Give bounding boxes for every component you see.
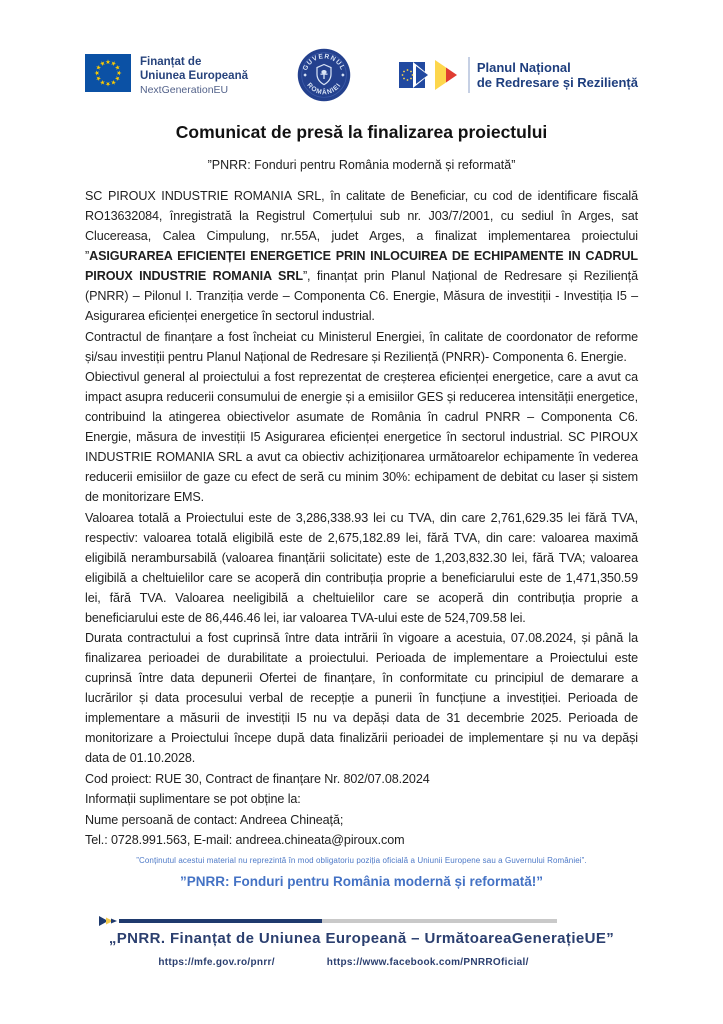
gov-seal-bottom-text: ROMÂNIEI [304, 81, 343, 97]
banner-slogan: „PNRR. Finanțat de Uniunea Europeană – UrmătoareaGenerațieUE” [108, 930, 615, 947]
pnrr-logo-line2: de Redresare și Reziliență [476, 75, 638, 90]
banner-links [0, 957, 705, 968]
line-contact-person: Nume persoană de contact: Andreea Chineață; [85, 812, 344, 827]
eu-logo-line2: Uniunea Europeană [140, 69, 248, 82]
paragraph-objective: Obiectivul general al proiectului a fost reprezentat de creșterea eficienței energetice, care a avut ca impact asupra reducerii consumului de energie și a emisiilor GES și reducerea intensității energetice, contribuind la atingerea obiectivelor asumate de România în cadrul PNRR – Componenta C6. Energie, măsura de investiții I5 Asigurarea eficienței energetice în sectorul industrial. SC PIROUX INDUSTRIE ROMANIA SRL a avut ca obiectiv achiziționarea următoarelor echipamente în vederea reducerii emisiilor de gaze cu efect de seră cu minim 30%: echipament de debitat cu laser și sistem de monitorizare EMS. [85, 370, 638, 504]
paragraph-beneficiary-pre: SC PIROUX INDUSTRIE ROMANIA SRL, în calitate de Beneficiar, cu cod de identificare fiscală RO13632084, înregistrată la Registrul Comerțului sub nr. J03/7/2001, cu sediul în Arges, sat Clucereasa, Calea Cimpulung, nr.55A, judet Arges, a finalizat implementarea proiectului ” [85, 189, 638, 263]
banner-bar-gray [322, 919, 557, 923]
paragraph-duration: Durata contractului a fost cuprinsă între data intrării în vigoare a acestuia, 07.08.2024, și până la finalizarea perioadei de durabilitate a proiectului. Perioada de implementare a Proiectului este cuprinsă între data depunerii Ofertei de finanțare, în conformitate cu principiul de demarare a lucrărilor și data procesului verbal de recepție a punerii în funcțiune a investiției. Perioada de implementare a măsurii de investiții I5 nu va depăși data de 31 decembrie 2025. Perioada de monitorizare a Proiectului începe după data finalizării perioadei de implementare și nu va depăși data de 01.10.2028. [85, 631, 638, 765]
project-name-bold: ASIGURAREA EFICIENȚEI ENERGETICE PRIN INLOCUIREA DE ECHIPAMENTE IN CADRUL PIROUX INDUSTRIE ROMANIA SRL [85, 249, 638, 283]
pnrr-logo-icon [399, 53, 461, 97]
page-title: Comunicat de presă la finalizarea proiectului [175, 122, 548, 142]
banner-bar-navy [119, 919, 322, 924]
paragraph-value: Valoarea totală a Proiectului este de 3,286,338.93 lei cu TVA, din care 2,761,629.35 lei fără TVA, respectiv: valoarea totală eligibilă este de 2,675,182.89 lei, fără TVA, din care: valoarea maximă eligibilă nerambursabilă (valoarea finanțării solicitate) este de 1,203,832.30 lei, fără TVA; valoarea eligibilă a cheltuielilor care se acoperă din contribuția proprie a beneficiarului este de 1,471,350.59 lei, fără TVA. Valoarea neeligibilă a cheltuielilor care se acoperă din contribuția proprie a beneficiarului este de 86,446.46 lei, iar valoarea TVA-ului este de 524,709.58 lei. [85, 510, 638, 625]
eu-flag-icon [85, 54, 131, 92]
pnrr-logo-line1: Planul Național [476, 59, 571, 75]
link-facebook-pnrr[interactable]: https://www.facebook.com/PNRROficial/ [326, 957, 529, 968]
eu-logo-line3: NextGenerationEU [140, 83, 229, 96]
banner-arrow-icon [99, 915, 119, 927]
paragraph-contract: Contractul de finanțare a fost încheiat cu Ministerul Energiei, în calitate de coordonator de reforme și/sau investiții pentru Planul Național de Redresare și Reziliență (PNRR)- Componenta 6. Energie. [85, 329, 638, 364]
link-mfe-pnrr[interactable]: https://mfe.gov.ro/pnrr/ [158, 957, 275, 968]
eu-logo-line1: Finanțat de [140, 55, 202, 68]
gov-seal-top-text: GUVERNUL [301, 53, 346, 72]
paragraph-beneficiary [85, 186, 638, 326]
paragraph-beneficiary-post: ”, finanțat prin Planul Național de Redresare și Reziliență (PNRR) – Pilonul I. Tranziția verde – Componenta C6. Energie, Măsura de investiții - Investiția I5 – Asigurarea eficienței energetice în sectorul industrial. [85, 269, 638, 323]
eu-funding-logo [85, 54, 248, 97]
gov-romania-seal-icon [296, 47, 352, 103]
footer-disclaimer: ”Conținutul acestui material nu reprezintă în mod obligatoriu poziția oficială a Uniunii Europene sau a Guvernului României”. [136, 856, 587, 865]
pnrr-logo-text [477, 60, 638, 91]
line-project-code: Cod proiect: RUE 30, Contract de finanțare Nr. 802/07.08.2024 [85, 771, 430, 786]
line-phone-email: Tel.: 0728.991.563, E-mail: andreea.chineata@piroux.com [85, 833, 405, 847]
eu-logo-text [140, 54, 248, 97]
footer-slogan: ”PNRR: Fonduri pentru România modernă și reformată!” [179, 874, 544, 889]
line-more-info: Informații suplimentare se pot obține la: [85, 792, 301, 806]
banner-divider-bar [99, 915, 557, 927]
document-body [85, 186, 638, 850]
header-logos [85, 42, 638, 108]
pnrr-logo [399, 53, 638, 97]
pnrr-footer-banner [0, 908, 723, 988]
pnrr-logo-divider [468, 57, 470, 93]
page-subtitle: ”PNRR: Fonduri pentru România modernă și reformată” [207, 158, 516, 172]
